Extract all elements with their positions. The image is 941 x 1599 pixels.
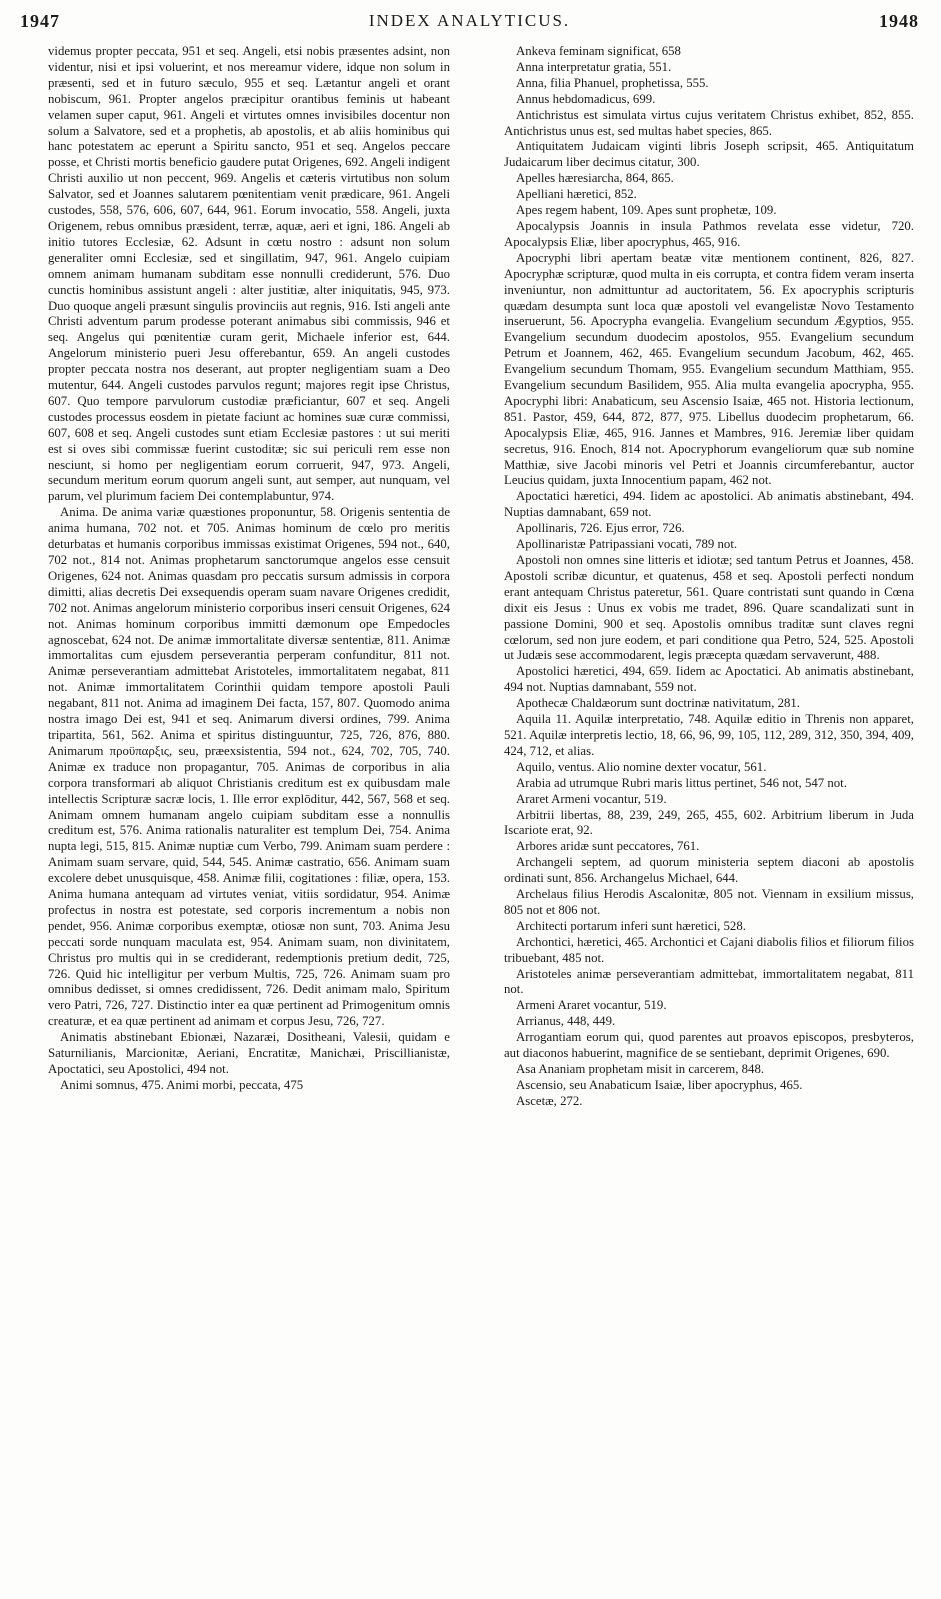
index-entry: Aquila 11. Aquilæ interpretatio, 748. Aquilæ editio in Threnis non apparet, 521. Aquilæ interpretis lectio, 18, 66, 96, 99, 105, 112, 289, 312, 350, 394, 409, 424, 712, et alias. (504, 712, 914, 758)
index-entry: Anima. De anima variæ quæstiones proponuntur, 58. Origenis sententia de anima humana, 702 not. et 705. Animas hominum de cœlo pro meritis deturbatas et humanis corporibus immissas existimat Origenes, 594 not., 640, 702 not., 814 not. Animas prophetarum sanctorumque angelos esse censuit Origenes, 624 not. Animas quasdam pro peccatis sursum admissis in corpora dimitti, alias decretis Dei exsequendis operam suam navare Origenes credidit, 702 not. Animas angelorum ministerio corporibus inseri censuit Origenes, 624 not. Animas hominum corporibus immitti dæmonum ope Empedocles agnoscebat, 624 not. De animæ immortalitate diversæ sententiæ, 811. Animæ immortalitas cum ejusdem perseverantia perperam confunditur, 811 not. Animæ perseverantiam admittebat Aristoteles, immortalitatem negabat, 811 not. Animæ immortalitatem Corinthii quidam tempore apostoli Pauli negabant, 811 not. Anima ad imaginem Dei facta, 157, 807. Quomodo anima nostra imago Dei est, 941 et seq. Animarum diversi ordines, 799. Anima tripartita, 561, 562. Anima et spiritus distinguuntur, 725, 726, 876, 880. Animarum προϋπαρξις, seu, præexsistentia, 594 not., 624, 702, 705, 740. Animæ ex traduce non propagantur, 705. Animas de corporibus in alia corpora transformari ab aliquot Christianis creditum est ex quibusdam male intellectis Scripturæ sacræ locis, 1. Ille error explōditur, 442, 567, 568 et seq. Animam omnem humanam angelo cuipiam subditam esse a nonnullis creditum est, 576. Anima rationalis naturaliter est templum Dei, 754. Anima nupta legi, 515, 815. Animæ nuptiæ cum Verbo, 799. Animam suam perdere : Animam suam servare, quid, 544, 545. Animæ castratio, 656. Animam suam excolere debet unusquisque, 458. Animæ filii, cogitationes : filiæ, opera, 153. Anima humana antequam ad virtutes veniat, vitiis sordidatur, 954. Animæ profectus in nostra est potestate, sed corporis incrementum a nobis non pendet, 956. Animæ corporibus exemptæ, otiosæ non sunt, 703. Anima Jesu peccati sorde nunquam maculata est, 954. Animam suam, non divinitatem, Christus pro multis qui in se crediderant, redemptionis pretium dedit, 725, 726. Quid hic intelligitur per verbum Multis, 725, 726. Animam suam pro omnibus dedisset, si omnes credidissent, 726. Dedit animam malo, Spiritum vero Patri, 726, 727. Distinctio inter ea quæ pertinent ad Primogenitum omnis creaturæ, et ea quæ pertinent ad animam et corpus Jesu, 726, 727. (48, 505, 450, 1029)
index-entry: Aquilo, ventus. Alio nomine dexter vocatur, 561. (516, 759, 767, 774)
index-entry: Apelliani hæretici, 852. (516, 187, 637, 202)
index-entry: Ankeva feminam significat, 658 (516, 44, 681, 58)
index-entry: Arrianus, 448, 449. (516, 1014, 616, 1029)
index-entry: Antiquitatem Judaicam viginti libris Joseph scripsit, 465. Antiquitatum Judaicarum liber decimus citatur, 300. (504, 139, 914, 170)
index-entry: Apollinaris, 726. Ejus error, 726. (516, 521, 685, 536)
index-entry: Apollinaristæ Patripassiani vocati, 789 not. (516, 537, 738, 552)
running-title: INDEX ANALYTICUS. (368, 11, 571, 30)
index-entry: videmus propter peccata, 951 et seq. Angeli, etsi nobis præsentes adsint, non videntur, nisi et ipsi voluerint, et nos mereamur videre, idque non solum in præsenti, sed et in futuro sæculo, 955 et seq. Lætantur angeli et orant nobiscum, 961. Propter angelos præcipitur orantibus feminis ut habeant velamen super caput, 961. Angeli et virtutes omnes invisibiles docentur non solum a Salvatore, sed et a prophetis, ab apostolis, et ab aliis hominibus qui hanc potestatem ac eperunt a Spiritu sancto, 951 et seq. Angelos peccare posse, et Christi mortis beneficio gaudere putat Origenes, 692. Angeli indigent Christi auxilio ut non peccent, 969. Angelis et cæteris virtutibus non solum Salvator, sed et Joannes salutarem pœnitentiam venit prædicare, 961. Angeli custodes, 558, 576, 606, 607, 644, 961. Eorum invocatio, 558. Angeli, juxta Origenem, rebus omnibus præsident, terræ, aquæ, aeri et igni, 186. Angeli ab initio tutores Ecclesiæ, 62. Adsunt in cœtu nostro : adsunt non solum generaliter omni Ecclesiæ, sed et singillatim, 947, 961. Angelo cuipiam omnem animam humanam subditam esse nonnulli crediderunt, 576. Duo cunctis hominibus assistunt angeli : alter justitiæ, alter iniquitatis, 945, 973. Duo quoque angeli præsunt singulis provinciis aut regnis, 916. Isti angeli ante Christi adventum parum prodesse poterant animabus sibi commissis, 946 et seq. Angelus qui pœnitentiæ curam gerit, Michaele inferior est, 644. Angelorum ministerio pueri Jesu offerebantur, 659. An angeli custodes propter peccata nostra nos deserant, aut propter negligentiam suam a Deo mutentur, 644. Angeli custodes parvulos regunt; majores regit ipse Christus, 607. Quo tempore parvulorum custodiæ præficiantur, 607 et seq. Angeli custodes processus eosdem in pietate faciunt ac homines suæ curæ commissi, 607, 608 et seq. Angeli custodes sunt etiam Ecclesiæ pastores : ut sui meriti est si oves sibi commissæ fuerint custoditæ; sic sui periculi rem esse non nesciunt, si homo per negligentiam eorum corruerit, 947, 973. Angeli, secundum meritum eorum quorum angeli sunt, aut semper, aut nunquam, vel parum, vel plurimum faciem Dei contemplabuntur, 974. (48, 44, 450, 504)
page-number-left: 1947 (20, 10, 60, 31)
index-entry: Apostoli non omnes sine litteris et idiotæ; sed tantum Petrus et Joannes, 458. Apostoli scribæ dicuntur, et quatenus, 458 et seq. Apostoli perfecti nondum erant antequam Christus pateretur, 561. Quare contristati sunt quando in Cœna dixit eis Jesus : Unus ex vobis me tradet, 896. Quare scandalizati sunt in passione Domini, 900 et seq. Apostolis omnibus traditæ sunt claves regni cœlorum, sed non jure eodem, et pari conditione qua Petro, 524, 525. Apostoli ut Judæis sese accommodarent, legis præcepta quædam servaverunt, 488. (504, 553, 914, 663)
index-entry: Arabia ad utrumque Rubri maris littus pertinet, 546 not, 547 not. (516, 775, 847, 790)
index-entry: Apothecæ Chaldæorum sunt doctrinæ nativitatum, 281. (516, 696, 800, 711)
index-entry: Aristoteles animæ perseverantiam admittebat, immortalitatem negabat, 811 not. (504, 966, 914, 997)
index-entry: Apoctatici hæretici, 494. Iidem ac apostolici. Ab animatis abstinebant, 494. Nuptias damnabant, 659 not. (504, 489, 914, 520)
index-entry: Archelaus filius Herodis Ascalonitæ, 805 not. Viennam in exsilium missus, 805 not et 806 not. (504, 887, 914, 917)
page-header (20, 4, 919, 38)
index-entry: Asa Ananiam prophetam misit in carcerem, 848. (516, 1062, 765, 1076)
index-entry: Apes regem habent, 109. Apes sunt prophetæ, 109. (516, 203, 777, 218)
index-entry: Annus hebdomadicus, 699. (516, 91, 656, 106)
index-entry: Archontici, hæretici, 465. Archontici et Cajani diabolis filios et filiorum filios tribuebant, 485 not. (504, 934, 914, 965)
index-entry: Anna interpretatur gratia, 551. (516, 59, 672, 74)
index-entry: Ascensio, seu Anabaticum Isaiæ, liber apocryphus, 465. (516, 1077, 803, 1092)
index-entry: Anna, filia Phanuel, prophetissa, 555. (516, 75, 709, 90)
index-entry: Architecti portarum inferi sunt hæretici, 528. (516, 918, 746, 933)
index-entry: Arbores aridæ sunt peccatores, 761. (516, 839, 700, 854)
index-entry: Arbitrii libertas, 88, 239, 249, 265, 455, 602. Arbitrium liberum in Juda Iscariote erat, 92. (504, 807, 914, 838)
index-entry: Ascetæ, 272. (516, 1093, 583, 1108)
index-entry: Armeni Araret vocantur, 519. (516, 998, 667, 1013)
left-column (48, 44, 450, 1590)
index-entry: Animatis abstinebant Ebionæi, Nazaræi, Dositheani, Valesii, quidam e Saturnilianis, Marcionitæ, Aeriani, Encratitæ, Manichæi, Priscillianistæ, Apoctatici, seu Apostolici, 494 not. (48, 1030, 450, 1076)
index-entry: Antichristus est simulata virtus cujus veritatem Christus exhibet, 852, 855. Antichristus unus est, sed multas habet species, 865. (504, 107, 914, 138)
index-entry: Apocalypsis Joannis in insula Pathmos revelata esse videtur, 720. Apocalypsis Eliæ, liber apocryphus, 465, 916. (504, 218, 914, 249)
index-entry: Animi somnus, 475. Animi morbi, peccata, 475 (60, 1077, 304, 1092)
index-entry: Apocryphi libri apertam beatæ vitæ mentionem continent, 826, 827. Apocryphæ scripturæ, quod multa in eis corrupta, et contra fidem veram inserta inveniuntur, non admittuntur ad auctoritatem, 56. Ex apocryphis scripturis quædam desumpta sunt loca quæ apostoli vel evangelistæ Novo Testamento inseruerunt, 56. Apocrypha evangelia. Evangelium secundum Ægyptios, 955. Evangelium secundum duodecim apostolos, 955. Evangelium secundum Petrum et Joannem, 462, 465. Evangelium secundum Jacobum, 462, 465. Evangelium secundum Thomam, 955. Evangelium secundum Matthiam, 955. Evangelium secundum Basilidem, 955. Alia multa evangelia apocrypha, 955. Apocryphi libri: Anabaticum, seu Ascensio Isaiæ, 465 not. Historia lectionum, 851. Pastor, 459, 644, 872, 877, 975. Libellus duodecim prophetarum, 66. Apocalypsis Eliæ, 465, 916. Jannes et Mambres, 916. Jeremiæ liber quidam secretus, 916. Enoch, 814 not. Apocryphorum evangeliorum quæ sub nomine Matthiæ, sive Jacobi minoris vel Petri et Joannis circumferebantur, auctor Leucius quidam, juxta Innocentium papam, 462 not. (504, 250, 914, 488)
right-column (504, 44, 914, 1590)
index-entry: Apostolici hæretici, 494, 659. Iidem ac Apoctatici. Ab animatis abstinebant, 494 not. Nuptias damnabant, 559 not. (504, 664, 914, 695)
index-entry: Arrogantiam eorum qui, quod parentes aut proavos episcopos, presbyteros, aut diaconos habuerint, magnifice de se sentiebant, deprimit Origenes, 690. (504, 1030, 914, 1061)
index-entry: Apelles hæresiarcha, 864, 865. (516, 171, 674, 186)
page-number-right: 1948 (879, 10, 919, 31)
index-entry: Araret Armeni vocantur, 519. (516, 791, 667, 806)
index-entry: Archangeli septem, ad quorum ministeria septem diaconi ab apostolis ordinati sunt, 856. Archangelus Michael, 644. (504, 855, 914, 886)
